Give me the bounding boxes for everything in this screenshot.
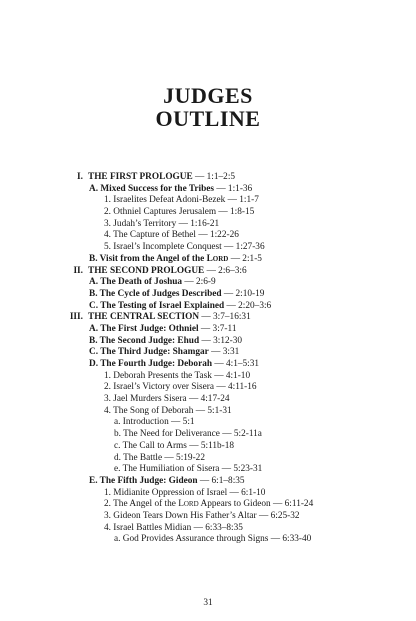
outline-subitem (0, 499, 416, 511)
outline-item (0, 184, 416, 196)
item-label: A. Mixed Success for the Tribes (89, 183, 214, 194)
subitem-text: 4. The Capture of Bethel — 1:22-26 (104, 230, 239, 241)
subsubitem-text: a. Introduction — 5:1 (114, 417, 195, 428)
page-title-line-2: OUTLINE (155, 106, 261, 131)
item-ref: — 2:10-19 (223, 288, 265, 299)
item-heading (89, 476, 245, 488)
item-heading (89, 277, 216, 289)
subsubitem-text: a. God Provides Assurance through Signs — 6:33-40 (114, 534, 312, 545)
subitem-text: 5. Israel’s Incomplete Conquest — 1:27-36 (104, 242, 265, 253)
outline-subsubitem (0, 417, 416, 429)
outline-subitem (0, 242, 416, 254)
subsubitem-text: d. The Battle — 5:19-22 (114, 452, 205, 463)
subitem-text: 1. Midianite Oppression of Israel — 6:1-10 (104, 487, 266, 498)
section-numeral: III. (69, 312, 83, 323)
outline-item (0, 277, 416, 289)
outline (0, 172, 416, 546)
section-numeral: I. (77, 172, 83, 182)
outline-section (0, 312, 416, 324)
item-heading (89, 254, 262, 266)
item-heading (89, 336, 242, 348)
section-heading (88, 266, 247, 278)
item-heading (89, 347, 239, 359)
subitem-text: 4. The Song of Deborah — 5:1-31 (104, 405, 232, 416)
outline-subitem (0, 394, 416, 406)
item-label-smallcaps: Lord (206, 253, 229, 264)
item-ref: — 2:6-9 (184, 277, 216, 288)
outline-item (0, 254, 416, 266)
outline-item (0, 476, 416, 488)
subitem-text-pre: 2. The Angel of the (104, 499, 179, 510)
outline-subsubitem (0, 453, 416, 465)
item-label: A. The First Judge: Othniel (89, 323, 199, 334)
subitem-text: 4. Israel Battles Midian — 6:33–8:35 (104, 522, 243, 533)
item-ref: — 2:1-5 (230, 253, 262, 264)
outline-subitem (0, 195, 416, 207)
outline-item (0, 359, 416, 371)
section-numeral: II. (73, 265, 83, 276)
item-ref: — 4:1–5:31 (214, 359, 260, 369)
page-title-line-1: JUDGES (163, 83, 253, 108)
outline-subsubitem (0, 534, 416, 546)
item-heading (89, 301, 271, 313)
item-label: C. The Testing of Israel Explained (89, 300, 225, 311)
item-label: B. The Cycle of Judges Described (89, 288, 222, 299)
item-heading (89, 359, 259, 371)
item-heading (89, 289, 264, 301)
outline-subitem (0, 207, 416, 219)
subitem-text: 3. Gideon Tears Down His Father’s Altar — 6:25-32 (104, 510, 300, 521)
subitem-text: 3. Judah’s Territory — 1:16-21 (104, 218, 220, 229)
subsubitem-text: c. The Call to Arms — 5:11b-18 (114, 440, 235, 451)
outline-item (0, 347, 416, 359)
item-label: E. The Fifth Judge: Gideon (89, 475, 198, 486)
item-label: B. Visit from the Angel of the (89, 253, 207, 264)
item-heading (89, 324, 236, 336)
subitem-text: 2. Israel’s Victory over Sisera — 4:11-16 (104, 382, 257, 393)
outline-subsubitem (0, 464, 416, 476)
outline-section (0, 266, 416, 278)
outline-item (0, 336, 416, 348)
item-ref: — 3:7-11 (200, 323, 237, 334)
page-number: 31 (203, 598, 213, 608)
item-label: C. The Third Judge: Shamgar (89, 347, 209, 358)
outline-subitem (0, 523, 416, 535)
subitem-text: 2. Othniel Captures Jerusalem — 1:8-15 (104, 207, 255, 218)
section-ref: — 1:1–2:5 (195, 172, 236, 182)
outline-subitem (0, 511, 416, 523)
item-label: A. The Death of Joshua (89, 277, 183, 288)
subitem-text: 3. Jael Murders Sisera — 4:17-24 (104, 394, 230, 405)
subitem-text-post: Appears to Gideon — 6:11-24 (198, 499, 314, 510)
outline-subitem (0, 488, 416, 500)
outline-subsubitem (0, 441, 416, 453)
outline-section (0, 172, 416, 184)
item-ref: — 1:1-36 (216, 183, 253, 194)
section-heading (88, 312, 251, 324)
section-ref: — 3:7–16:31 (201, 312, 251, 323)
outline-subitem (0, 406, 416, 418)
item-label: D. The Fourth Judge: Deborah (89, 359, 213, 369)
item-heading (89, 184, 252, 196)
item-ref: — 3:31 (211, 347, 240, 358)
subitem-text: 1. Deborah Presents the Task — 4:1-10 (104, 370, 251, 381)
section-title: THE SECOND PROLOGUE (88, 265, 205, 276)
outline-subitem (0, 230, 416, 242)
item-label: B. The Second Judge: Ehud (89, 335, 200, 346)
item-ref: — 2:20–3:6 (226, 300, 272, 311)
section-ref: — 2:6–3:6 (206, 265, 247, 276)
subsubitem-text: b. The Need for Deliverance — 5:2-11a (114, 429, 262, 440)
outline-subitem (0, 219, 416, 231)
subitem-text (104, 499, 313, 511)
section-title: THE CENTRAL SECTION (88, 312, 200, 323)
outline-item (0, 324, 416, 336)
item-ref: — 6:1–8:35 (199, 475, 245, 486)
subitem-text: 1. Israelites Defeat Adoni-Bezek — 1:1-7 (104, 195, 259, 206)
outline-subitem (0, 382, 416, 394)
outline-item (0, 289, 416, 301)
section-title: THE FIRST PROLOGUE (88, 172, 193, 182)
outline-subitem (0, 371, 416, 383)
subsubitem-text: e. The Humiliation of Sisera — 5:23-31 (114, 464, 263, 475)
section-heading (88, 172, 235, 184)
outline-item (0, 301, 416, 313)
item-ref: — 3:12-30 (201, 335, 243, 346)
outline-subsubitem (0, 429, 416, 441)
subitem-text-smallcaps: Lord (178, 499, 199, 510)
